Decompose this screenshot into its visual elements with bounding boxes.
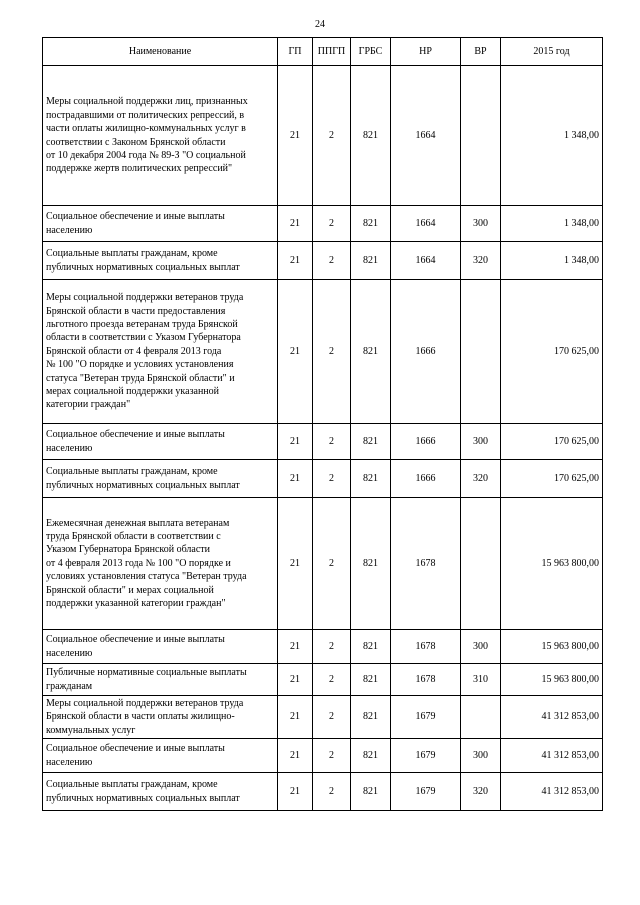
row-name-cell: Социальное обеспечение и иные выплаты населению <box>43 739 278 773</box>
table-row <box>43 424 603 460</box>
row-vr-cell: 310 <box>461 664 501 696</box>
column-header-vr: ВР <box>461 38 501 66</box>
row-ppgp-cell: 2 <box>313 773 351 811</box>
row-nr-cell: 1678 <box>391 664 461 696</box>
row-ppgp-cell: 2 <box>313 739 351 773</box>
row-amount-cell: 1 348,00 <box>501 242 603 280</box>
row-nr-cell: 1679 <box>391 739 461 773</box>
row-nr-cell: 1664 <box>391 66 461 206</box>
table-row <box>43 498 603 630</box>
row-grbs-cell: 821 <box>351 739 391 773</box>
row-grbs-cell: 821 <box>351 696 391 739</box>
row-name-cell: Социальное обеспечение и иные выплаты населению <box>43 630 278 664</box>
row-vr-cell <box>461 280 501 424</box>
row-grbs-cell: 821 <box>351 460 391 498</box>
row-gp-cell: 21 <box>278 206 313 242</box>
row-gp-cell: 21 <box>278 498 313 630</box>
table-row <box>43 460 603 498</box>
row-name-cell: Ежемесячная денежная выплата ветеранам труда Брянской области в соответствии с Указом Губернатора Брянской области от 4 февраля 2013 года № 100 "О порядке и условиях установления статуса "Ветеран труда Брянской области" и мерах социальной поддержки указанной категории граждан" <box>43 498 278 630</box>
table-row <box>43 739 603 773</box>
row-ppgp-cell: 2 <box>313 206 351 242</box>
row-gp-cell: 21 <box>278 280 313 424</box>
row-gp-cell: 21 <box>278 460 313 498</box>
row-vr-cell: 320 <box>461 242 501 280</box>
row-name-cell: Меры социальной поддержки ветеранов труда Брянской области в части оплаты жилищно- коммунальных услуг <box>43 696 278 739</box>
row-name-cell: Социальные выплаты гражданам, кроме публичных нормативных социальных выплат <box>43 773 278 811</box>
table-row <box>43 696 603 739</box>
row-name-cell: Публичные нормативные социальные выплаты гражданам <box>43 664 278 696</box>
row-gp-cell: 21 <box>278 242 313 280</box>
row-amount-cell: 15 963 800,00 <box>501 498 603 630</box>
row-vr-cell <box>461 696 501 739</box>
row-ppgp-cell: 2 <box>313 664 351 696</box>
page-number: 24 <box>315 19 325 30</box>
row-grbs-cell: 821 <box>351 280 391 424</box>
row-name-cell: Социальные выплаты гражданам, кроме публичных нормативных социальных выплат <box>43 460 278 498</box>
row-ppgp-cell: 2 <box>313 66 351 206</box>
row-nr-cell: 1664 <box>391 242 461 280</box>
row-grbs-cell: 821 <box>351 773 391 811</box>
row-gp-cell: 21 <box>278 696 313 739</box>
row-grbs-cell: 821 <box>351 424 391 460</box>
row-grbs-cell: 821 <box>351 242 391 280</box>
row-amount-cell: 15 963 800,00 <box>501 664 603 696</box>
row-nr-cell: 1664 <box>391 206 461 242</box>
row-amount-cell: 41 312 853,00 <box>501 739 603 773</box>
column-header-ppgp: ППГП <box>313 38 351 66</box>
row-amount-cell: 1 348,00 <box>501 206 603 242</box>
column-header-gp: ГП <box>278 38 313 66</box>
row-gp-cell: 21 <box>278 424 313 460</box>
row-grbs-cell: 821 <box>351 630 391 664</box>
column-header-nr: НР <box>391 38 461 66</box>
row-vr-cell: 320 <box>461 773 501 811</box>
row-ppgp-cell: 2 <box>313 242 351 280</box>
table-row <box>43 206 603 242</box>
row-name-cell: Меры социальной поддержки лиц, признанных пострадавшими от политических репрессий, в части оплаты жилищно-коммунальных услуг в соответствии с Законом Брянской области от 10 декабря 2004 года № 89-З "О социальной поддержке жертв политических репрессий" <box>43 66 278 206</box>
row-vr-cell <box>461 66 501 206</box>
row-vr-cell: 300 <box>461 424 501 460</box>
row-nr-cell: 1678 <box>391 498 461 630</box>
row-nr-cell: 1679 <box>391 696 461 739</box>
row-amount-cell: 170 625,00 <box>501 424 603 460</box>
row-vr-cell: 300 <box>461 630 501 664</box>
column-header-name: Наименование <box>43 38 278 66</box>
row-ppgp-cell: 2 <box>313 696 351 739</box>
table-row <box>43 773 603 811</box>
row-grbs-cell: 821 <box>351 66 391 206</box>
row-nr-cell: 1666 <box>391 424 461 460</box>
row-vr-cell: 300 <box>461 739 501 773</box>
row-grbs-cell: 821 <box>351 498 391 630</box>
row-ppgp-cell: 2 <box>313 280 351 424</box>
budget-table <box>42 37 603 811</box>
table-row <box>43 66 603 206</box>
row-vr-cell: 320 <box>461 460 501 498</box>
row-ppgp-cell: 2 <box>313 460 351 498</box>
column-header-year: 2015 год <box>501 38 603 66</box>
row-nr-cell: 1666 <box>391 460 461 498</box>
row-gp-cell: 21 <box>278 664 313 696</box>
row-nr-cell: 1679 <box>391 773 461 811</box>
row-gp-cell: 21 <box>278 630 313 664</box>
row-ppgp-cell: 2 <box>313 630 351 664</box>
table-row <box>43 664 603 696</box>
table-row <box>43 242 603 280</box>
row-grbs-cell: 821 <box>351 206 391 242</box>
header-row <box>43 38 603 66</box>
row-amount-cell: 1 348,00 <box>501 66 603 206</box>
row-amount-cell: 170 625,00 <box>501 280 603 424</box>
row-vr-cell <box>461 498 501 630</box>
row-gp-cell: 21 <box>278 773 313 811</box>
row-nr-cell: 1666 <box>391 280 461 424</box>
row-name-cell: Социальное обеспечение и иные выплаты населению <box>43 206 278 242</box>
column-header-grbs: ГРБС <box>351 38 391 66</box>
row-name-cell: Социальные выплаты гражданам, кроме публичных нормативных социальных выплат <box>43 242 278 280</box>
table-row <box>43 630 603 664</box>
row-name-cell: Меры социальной поддержки ветеранов труда Брянской области в части предоставления льготного проезда ветеранам труда Брянской области в соответствии с Указом Губернатора Брянской области от 4 февраля 2013 года № 100 "О порядке и условиях установления статуса "Ветеран труда Брянской области" и мерах социальной поддержки указанной категории граждан" <box>43 280 278 424</box>
row-amount-cell: 15 963 800,00 <box>501 630 603 664</box>
row-amount-cell: 41 312 853,00 <box>501 696 603 739</box>
row-name-cell: Социальное обеспечение и иные выплаты населению <box>43 424 278 460</box>
row-gp-cell: 21 <box>278 739 313 773</box>
row-amount-cell: 41 312 853,00 <box>501 773 603 811</box>
table-row <box>43 280 603 424</box>
row-vr-cell: 300 <box>461 206 501 242</box>
row-ppgp-cell: 2 <box>313 498 351 630</box>
row-nr-cell: 1678 <box>391 630 461 664</box>
row-grbs-cell: 821 <box>351 664 391 696</box>
row-ppgp-cell: 2 <box>313 424 351 460</box>
row-amount-cell: 170 625,00 <box>501 460 603 498</box>
row-gp-cell: 21 <box>278 66 313 206</box>
